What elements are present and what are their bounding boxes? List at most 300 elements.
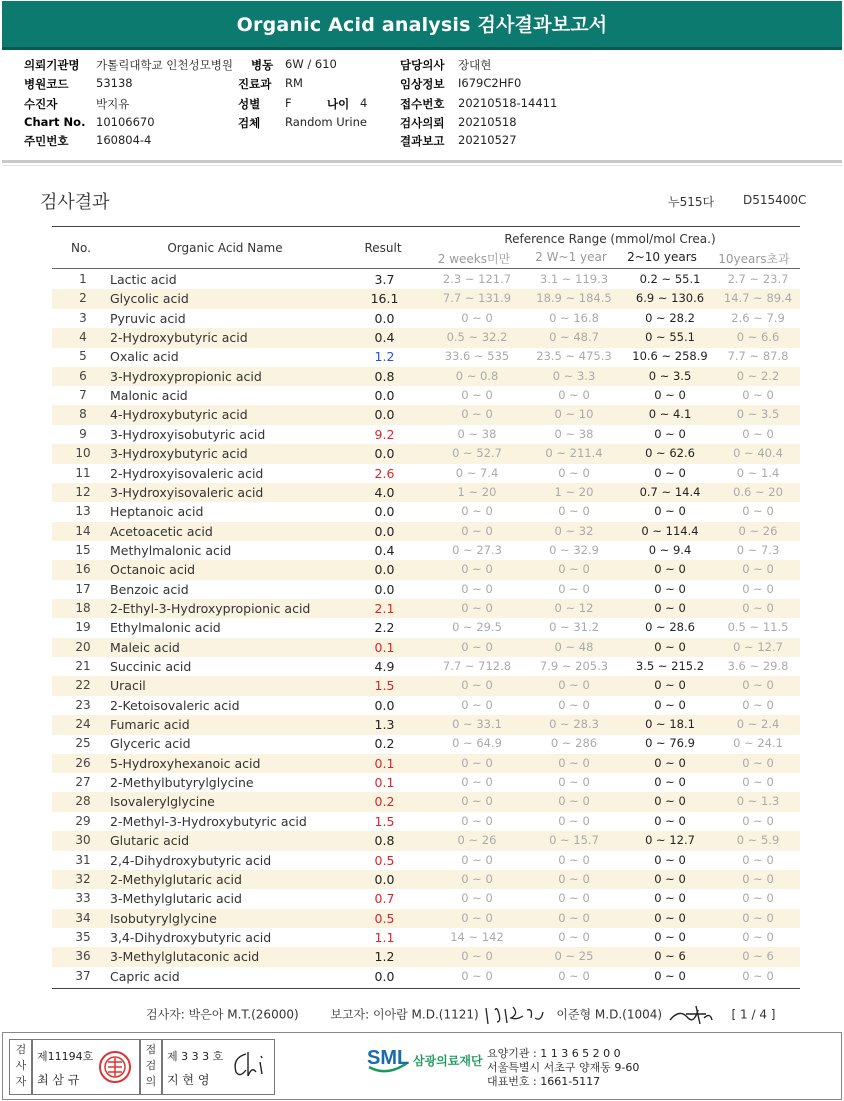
reference-range-2-10y: 0 ~ 0 [654,639,686,654]
row-number: 19 [75,620,91,635]
row-number: 4 [79,330,87,345]
acid-name: 3-Hydroxybutyric acid [110,446,248,462]
reference-range-over10y: 0 ~ 0 [742,581,774,596]
acid-name: Capric acid [110,968,180,984]
reference-range-2weeks: 0 ~ 0 [461,871,493,886]
info-label: 주민번호 [24,134,69,148]
reference-range-over10y: 2.7 ~ 23.7 [727,272,789,286]
ref-subheader: 2~10 years [627,250,697,264]
info-value: 6W / 610 [285,57,337,71]
reference-range-2-10y: 0.7 ~ 14.4 [639,484,701,499]
reference-range-over10y: 0 ~ 0 [742,968,774,983]
reference-range-2weeks: 0 ~ 0 [461,678,493,693]
row-number: 34 [75,910,91,925]
table-row [52,851,800,871]
reference-range-2weeks: 0 ~ 0 [461,968,493,983]
result-value: 2.2 [374,620,395,636]
institution-code: 요양기관 : 1 1 3 6 5 2 0 0 [487,1047,621,1060]
row-number: 9 [79,426,87,441]
reference-range-2-10y: 0 ~ 0 [654,871,686,886]
inspector-name: 지 현 영 [167,1073,210,1087]
organization-name: 삼광의료재단 [413,1054,483,1068]
column-header-name: Organic Acid Name [167,241,283,255]
reference-range-2weeks: 0 ~ 0 [461,813,493,828]
result-value: 0.0 [374,407,395,423]
reference-range-2weeks: 0 ~ 0 [461,794,493,809]
row-number: 7 [79,388,87,403]
reference-range-2-10y: 0 ~ 0 [654,678,686,693]
acid-name: Isovalerylglycine [110,794,215,810]
reference-range-2-10y: 0 ~ 0 [654,775,686,790]
inspector-label [140,1040,162,1088]
result-value: 4.0 [374,484,395,500]
row-number: 25 [75,736,91,751]
row-number: 27 [75,775,91,790]
ref-subheader: 2 weeks미만 [437,252,511,266]
reference-range-2weeks: 0.5 ~ 32.2 [446,330,508,345]
reference-range-2-10y: 0 ~ 0 [654,910,686,925]
info-label: 검사의뢰 [400,116,445,130]
reference-range-over10y: 0 ~ 6 [742,949,774,964]
institution-address: 서울특별시 서초구 양재동 9-60 [487,1061,640,1074]
reference-range-over10y: 0 ~ 0 [742,910,774,925]
result-value: 1.5 [374,678,395,694]
reference-range-over10y: 14.7 ~ 89.4 [723,291,793,306]
acid-name: Acetoacetic acid [110,523,213,539]
acid-name: 2-Methyl-3-Hydroxybutyric acid [110,813,307,829]
reference-range-2-10y: 0 ~ 0 [654,968,686,983]
reference-range-2-10y: 0 ~ 62.6 [645,446,695,461]
reference-range-over10y: 0 ~ 40.4 [733,446,783,461]
result-value: 0.0 [374,446,395,462]
result-value: 0.4 [374,542,395,558]
table-row [52,773,800,793]
info-label: 결과보고 [400,134,445,148]
acid-name: 2-Hydroxybutyric acid [110,330,248,346]
reference-range-over10y: 3.6 ~ 29.8 [727,659,789,673]
reference-range-2w-1y: 0 ~ 286 [550,736,598,751]
reference-range-2-10y: 0 ~ 0 [654,388,686,403]
result-value: 2.1 [374,600,395,616]
reference-range-over10y: 0 ~ 0 [742,426,774,441]
reference-range-over10y: 0.5 ~ 11.5 [727,620,789,635]
row-number: 6 [79,368,87,383]
column-header-result: Result [364,241,402,255]
reference-range-over10y: 0 ~ 0 [742,929,774,944]
table-row [52,599,800,619]
result-value: 0.5 [374,910,395,926]
reference-range-2w-1y: 1 ~ 20 [554,484,594,499]
reference-range-2weeks: 2.3 ~ 121.7 [442,272,512,286]
reference-range-2-10y: 0 ~ 18.1 [645,717,695,732]
reference-range-2w-1y: 0 ~ 0 [558,794,590,809]
reference-range-2w-1y: 0 ~ 0 [558,775,590,790]
reference-range-2w-1y: 0 ~ 32 [554,523,594,538]
info-label: 진료과 [238,77,272,91]
reference-range-over10y: 0 ~ 26 [738,523,778,538]
reference-range-2w-1y: 0 ~ 211.4 [545,446,603,461]
vertical-label-char: 검 [145,1059,157,1072]
reference-range-2w-1y: 0 ~ 12 [554,600,594,615]
patient-info [0,0,844,160]
examiner-label-box [9,1039,33,1095]
acid-name: 2-Ethyl-3-Hydroxypropionic acid [110,600,311,616]
divider [2,165,842,166]
reference-range-2-10y: 0 ~ 0 [654,891,686,906]
reference-range-2weeks: 0 ~ 0 [461,910,493,925]
reference-range-2w-1y: 0 ~ 0 [558,968,590,983]
table-row [52,464,800,484]
vertical-label-char: 점 [145,1043,157,1056]
reference-range-2weeks: 0 ~ 0 [461,581,493,596]
reference-range-2w-1y: 0 ~ 0 [558,581,590,596]
acid-name: 2-Ketoisovaleric acid [110,697,240,713]
row-number: 30 [75,833,91,848]
reference-range-2-10y: 0 ~ 4.1 [648,407,692,422]
reference-range-2w-1y: 7.9 ~ 205.3 [539,659,609,673]
result-value: 1.1 [374,929,395,945]
table-row [52,270,800,290]
reference-range-2weeks: 0 ~ 0 [461,639,493,654]
info-label: 수진자 [24,97,58,111]
page-indicator: [ 1 / 4 ] [731,1007,776,1022]
report-title: Organic Acid analysis 검사결과보고서 [236,14,608,36]
info-label: 담당의사 [400,58,445,72]
reference-range-over10y: 0 ~ 1.3 [736,794,780,809]
reference-range-2w-1y: 0 ~ 0 [558,813,590,828]
report-signatures [146,1004,775,1026]
acid-name: 3-Methylglutaric acid [110,891,242,907]
table-row [52,676,800,696]
table-row [52,522,800,542]
sml-logo-text: SML [367,1047,410,1069]
reference-range-2weeks: 0 ~ 7.4 [455,465,499,480]
table-row [52,754,800,774]
column-header-reference: Reference Range (mmol/mol Crea.) [504,232,716,246]
reference-range-2w-1y: 0 ~ 0 [558,697,590,712]
result-value: 1.2 [374,949,395,965]
row-number: 11 [75,465,91,480]
row-number: 26 [75,755,91,770]
reference-range-2w-1y: 0 ~ 38 [554,426,594,441]
row-number: 15 [75,542,91,557]
acid-name: Pyruvic acid [110,310,186,326]
section-title: 검사결과 [40,192,110,213]
acid-name: Glycolic acid [110,291,189,307]
ref-subheader: 2 W~1 year [535,250,607,264]
reference-range-over10y: 0 ~ 0 [742,504,774,519]
row-number: 8 [79,407,87,422]
info-label: 병원코드 [24,77,69,91]
acid-name: Ethylmalonic acid [110,620,221,636]
reference-range-2weeks: 0 ~ 0 [461,562,493,577]
acid-name: Maleic acid [110,639,180,655]
reference-range-2w-1y: 0 ~ 15.7 [549,833,599,848]
row-number: 36 [75,949,91,964]
reference-range-over10y: 0 ~ 0 [742,562,774,577]
acid-name: Fumaric acid [110,717,190,733]
reference-range-over10y: 0 ~ 1.4 [736,465,780,480]
reference-range-2weeks: 0 ~ 0 [461,523,493,538]
reference-range-2-10y: 0 ~ 28.2 [645,310,695,325]
row-number: 13 [75,504,91,519]
table-row [52,289,800,309]
table-row [52,909,800,929]
table-row [52,657,800,677]
institution-phone: 대표번호 : 1661-5117 [487,1075,601,1088]
acid-name: 4-Hydroxybutyric acid [110,407,248,423]
reference-range-2-10y: 0 ~ 0 [654,794,686,809]
table-row [52,928,800,948]
row-number: 5 [79,349,87,364]
reference-range-2weeks: 0 ~ 26 [457,833,497,848]
table-row [52,328,800,348]
table-row [52,889,800,909]
acid-name: 3-Methylglutaconic acid [110,949,260,965]
reference-range-over10y: 0 ~ 0 [742,388,774,403]
table-row [52,638,800,658]
info-label: 성별 [238,97,261,111]
reference-range-2weeks: 0 ~ 0 [461,388,493,403]
info-label: 나이 [327,97,350,111]
reference-range-over10y: 0 ~ 12.7 [733,639,783,654]
table-row [52,580,800,600]
acid-name: Octanoic acid [110,562,196,578]
reference-range-over10y: 0 ~ 5.9 [736,833,780,848]
reference-range-2weeks: 0 ~ 0 [461,504,493,519]
result-value: 0.4 [374,330,395,346]
result-value: 0.7 [374,891,395,907]
reference-range-over10y: 0 ~ 24.1 [733,736,783,751]
acid-name: Lactic acid [110,272,177,287]
reference-range-2weeks: 0 ~ 52.7 [452,446,502,461]
acid-name: Glyceric acid [110,736,191,752]
row-number: 35 [75,929,91,944]
table-row [52,696,800,716]
reference-range-2weeks: 0 ~ 0 [461,775,493,790]
result-value: 0.0 [374,562,395,578]
info-value: 가톨릭대학교 인천성모병원 [96,58,233,72]
vertical-label-char: 검 [15,1043,27,1056]
divider [2,160,842,163]
reference-range-2weeks: 0 ~ 33.1 [452,717,502,732]
reference-range-2-10y: 0.2 ~ 55.1 [639,272,701,286]
result-value: 0.0 [374,388,395,404]
reference-range-2-10y: 10.6 ~ 258.9 [632,349,708,364]
info-label: 의뢰기관명 [24,58,80,72]
reference-range-2w-1y: 0 ~ 16.8 [549,310,599,325]
reference-range-2weeks: 0 ~ 0 [461,600,493,615]
row-number: 22 [75,678,91,693]
acid-name: 2-Methylbutyrylglycine [110,775,254,791]
table-row [52,947,800,967]
info-value: 10106670 [96,115,155,129]
reference-range-2weeks: 0 ~ 0 [461,407,493,422]
acid-name: Isobutyrylglycine [110,910,217,926]
table-row [52,502,800,522]
reference-range-2weeks: 7.7 ~ 131.9 [442,291,512,306]
row-number: 32 [75,871,91,886]
reference-range-2w-1y: 18.9 ~ 184.5 [536,291,612,306]
acid-name: Malonic acid [110,388,188,404]
reference-range-over10y: 0.6 ~ 20 [733,484,783,499]
reference-range-over10y: 0 ~ 0 [742,697,774,712]
ref-subheader: 10years초과 [718,252,790,266]
result-value: 1.3 [374,717,395,733]
row-number: 28 [75,794,91,809]
info-label: 임상정보 [400,77,445,91]
table-row [52,967,800,987]
reference-range-2w-1y: 0 ~ 0 [558,755,590,770]
result-value: 1.5 [374,813,395,829]
table-row [52,347,800,367]
table-row [52,444,800,464]
row-number: 23 [75,697,91,712]
reference-range-2weeks: 0 ~ 0.8 [455,368,499,383]
reference-range-2w-1y: 0 ~ 3.3 [552,368,596,383]
reference-range-2-10y: 0 ~ 55.1 [645,330,695,345]
acid-name: Glutaric acid [110,833,190,849]
info-value: I679C2HF0 [458,76,522,90]
result-value: 1.2 [374,349,395,365]
acid-name: Uracil [110,678,146,694]
vertical-label-char: 자 [15,1075,27,1088]
table-row [52,792,800,812]
test-code: D515400C [743,193,807,207]
reference-range-2w-1y: 0 ~ 0 [558,562,590,577]
table-row [52,425,800,445]
reference-range-2-10y: 0 ~ 12.7 [645,833,695,848]
table-row [52,483,800,503]
acid-name: 3-Hydroxyisovaleric acid [110,484,264,500]
acid-name: 2-Methylglutaric acid [110,871,242,887]
reference-range-2weeks: 0 ~ 0 [461,697,493,712]
reference-range-2w-1y: 0 ~ 0 [558,388,590,403]
acid-name: Oxalic acid [110,349,179,365]
reference-range-2w-1y: 0 ~ 0 [558,910,590,925]
handwritten-signature-icon [666,1004,716,1026]
reference-range-2w-1y: 0 ~ 0 [558,929,590,944]
reference-range-2w-1y: 0 ~ 0 [558,504,590,519]
result-value: 0.8 [374,368,395,384]
reference-range-2-10y: 0 ~ 114.4 [641,523,699,538]
row-number: 21 [75,659,91,673]
reference-range-2w-1y: 3.1 ~ 119.3 [539,272,609,286]
reference-range-2weeks: 0 ~ 29.5 [452,620,502,635]
reference-range-over10y: 0 ~ 0 [742,678,774,693]
result-value: 9.2 [374,426,395,442]
row-number: 10 [75,446,91,461]
info-label: Chart No. [24,115,86,129]
reference-range-2weeks: 33.6 ~ 535 [444,349,510,364]
reference-range-over10y: 0 ~ 0 [742,600,774,615]
result-value: 0.1 [374,755,395,771]
reference-range-2-10y: 0 ~ 0 [654,813,686,828]
info-value: 20210518-14411 [458,96,558,110]
reference-range-2-10y: 0 ~ 0 [654,562,686,577]
result-value: 0.0 [374,310,395,326]
reference-range-over10y: 0 ~ 6.6 [736,330,780,345]
info-value: 박지유 [96,97,130,111]
table-row [52,560,800,580]
acid-name: Heptanoic acid [110,504,204,520]
reference-range-2w-1y: 0 ~ 0 [558,871,590,886]
certification-box [2,1032,842,1100]
reference-range-2w-1y: 0 ~ 10 [554,407,594,422]
result-value: 0.0 [374,871,395,887]
table-row [52,405,800,425]
handwritten-signature-icon [483,1004,553,1026]
reference-range-over10y: 0 ~ 0 [742,755,774,770]
row-number: 14 [75,523,91,538]
reference-range-2-10y: 0 ~ 0 [654,852,686,867]
table-row [52,309,800,329]
acid-name: 3-Hydroxyisobutyric acid [110,426,266,442]
row-number: 1 [79,272,87,286]
info-label: 검체 [238,116,261,130]
reference-range-over10y: 0 ~ 0 [742,891,774,906]
red-seal-icon [98,1050,132,1084]
reference-range-2weeks: 7.7 ~ 712.8 [442,659,512,673]
reference-range-2w-1y: 0 ~ 48 [554,639,594,654]
info-value: F [285,96,292,110]
reference-range-2-10y: 0 ~ 0 [654,755,686,770]
info-value: 20210527 [458,133,517,147]
reference-range-2-10y: 0 ~ 6 [654,949,686,964]
column-header-no: No. [71,241,91,255]
reference-range-2weeks: 0 ~ 0 [461,310,493,325]
reference-range-2-10y: 0 ~ 0 [654,600,686,615]
table-row [52,812,800,832]
reference-range-over10y: 0 ~ 3.5 [736,407,780,422]
reference-range-2-10y: 0 ~ 28.6 [645,620,695,635]
row-number: 29 [75,813,91,828]
reference-range-2w-1y: 0 ~ 0 [558,891,590,906]
result-value: 2.6 [374,465,395,481]
reference-range-2weeks: 0 ~ 0 [461,891,493,906]
table-row [52,367,800,387]
table-row [52,734,800,754]
table-row [52,541,800,561]
acid-name: 5-Hydroxyhexanoic acid [110,755,261,771]
row-number: 20 [75,639,91,654]
reference-range-2w-1y: 0 ~ 48.7 [549,330,599,345]
reference-range-2w-1y: 0 ~ 25 [554,949,594,964]
handwritten-signature-icon [228,1048,268,1082]
info-label: 접수번호 [400,97,445,111]
row-number: 16 [75,562,91,577]
reference-range-2w-1y: 0 ~ 0 [558,465,590,480]
reference-range-2-10y: 0 ~ 0 [654,426,686,441]
info-value: 장대현 [458,58,492,72]
reference-range-over10y: 0 ~ 0 [742,871,774,886]
reference-range-2w-1y: 0 ~ 28.3 [549,717,599,732]
table-row [52,870,800,890]
result-value: 0.2 [374,736,395,752]
acid-name: Succinic acid [110,659,192,674]
reference-range-over10y: 0 ~ 0 [742,852,774,867]
reference-range-2w-1y: 0 ~ 31.2 [549,620,599,635]
examiner-signature: 검사자: 박은아 M.T.(26000) [146,1007,299,1022]
row-number: 37 [75,968,91,983]
reference-range-2weeks: 0 ~ 38 [457,426,497,441]
vertical-label-char: 의 [145,1075,157,1088]
acid-name: 2-Hydroxyisovaleric acid [110,465,264,481]
result-value: 0.0 [374,504,395,520]
row-number: 2 [79,291,87,306]
result-value: 0.0 [374,968,395,984]
vertical-label-char: 사 [15,1059,27,1072]
